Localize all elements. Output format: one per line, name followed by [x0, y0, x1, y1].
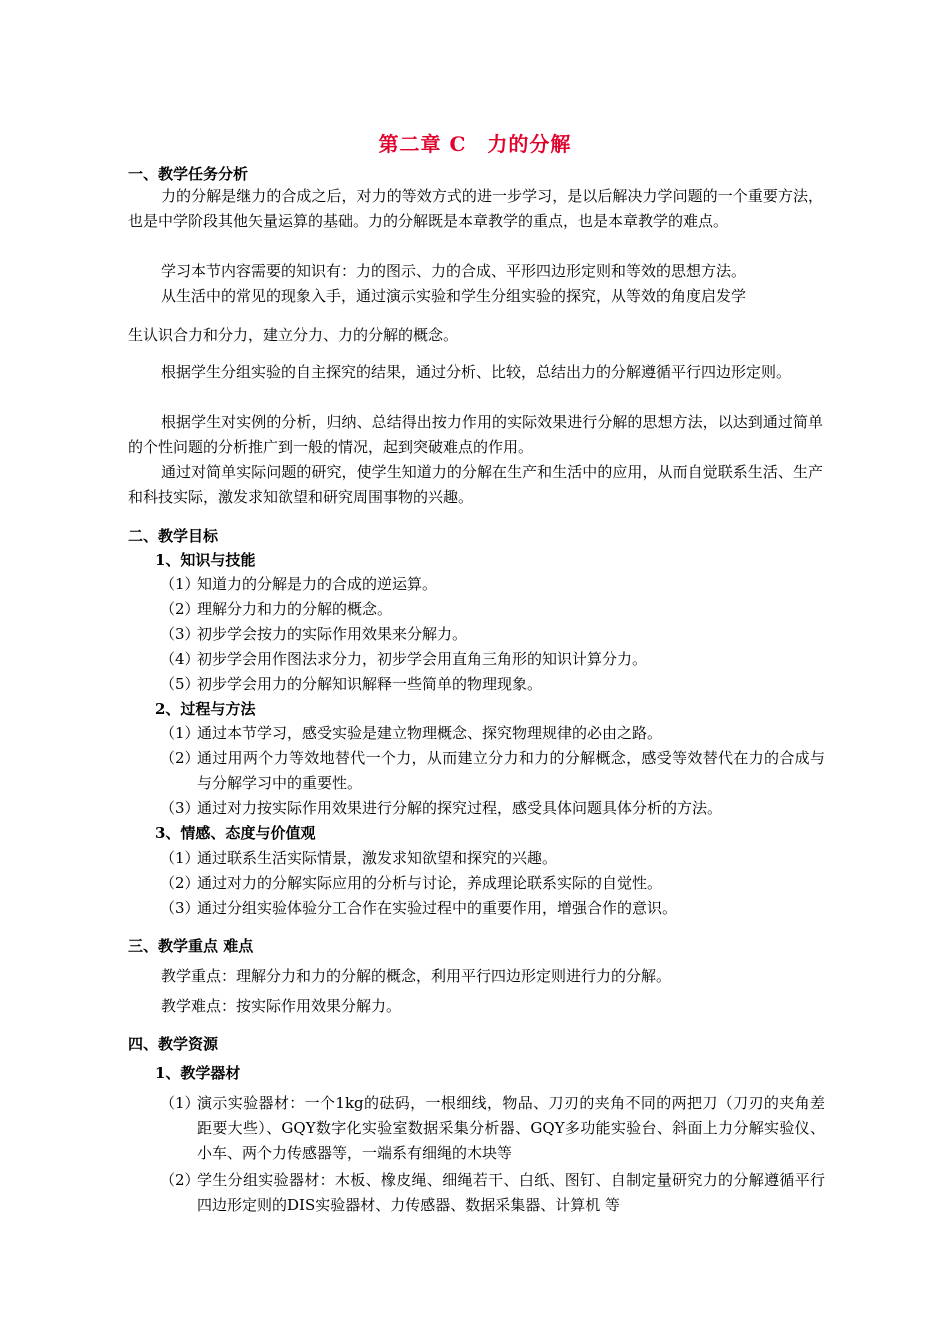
item-text: 演示实验器材：一个1kg的砝码，一根细线，物品、刀刃的夹角不同的两把刀（刀刃的夹角差距要大些）、GQY数字化实验室数据采集分析器、GQY多功能实验台、斜面上力分解实验仪、小车、两个力传感器等，一端系有细绳的木块等: [197, 1094, 825, 1162]
list-item: [160, 572, 825, 597]
subsection-heading: 1、教学器材: [155, 1064, 241, 1082]
item-number: （2）: [160, 600, 200, 618]
item-number: （3）: [160, 625, 200, 643]
section-3-heading: 三、教学重点 难点: [128, 937, 254, 955]
list-item: [160, 746, 825, 796]
item-text: 初步学会用力的分解知识解释一些简单的物理现象。: [197, 675, 543, 693]
item-text: 初步学会按力的实际作用效果来分解力。: [197, 625, 468, 643]
item-text: 通过本节学习，感受实验是建立物理概念、探究物理规律的必由之路。: [197, 724, 663, 742]
item-text: 通过分组实验体验分工合作在实验过程中的重要作用，增强合作的意识。: [197, 899, 678, 917]
list-item: [160, 871, 825, 896]
paragraph-continuation: 生认识合力和分力，建立分力、力的分解的概念。: [128, 326, 459, 344]
item-number: （2）: [160, 1171, 200, 1189]
item-number: （2）: [160, 874, 200, 892]
list-item: [160, 1091, 825, 1166]
list-item: [160, 1168, 825, 1218]
paragraph: 从生活中的常见的现象入手，通过演示实验和学生分组实验的探究，从等效的角度启发学: [161, 287, 747, 305]
key-point-text: 教学重点：理解分力和力的分解的概念，利用平行四边形定则进行力的分解。: [161, 967, 672, 985]
paragraph: 力的分解是继力的合成之后，对力的等效方式的进一步学习，是以后解决力学问题的一个重要方法，也是中学阶段其他矢量运算的基础。力的分解既是本章教学的重点，也是本章教学的难点。: [128, 187, 823, 230]
paragraph: 根据学生分组实验的自主探究的结果，通过分析、比较，总结出力的分解遵循平行四边形定则。: [161, 363, 792, 381]
item-number: （1）: [160, 575, 200, 593]
item-number: （1）: [160, 724, 200, 742]
list-item: [160, 796, 825, 821]
list-item: [160, 846, 825, 871]
section-4-heading: 四、教学资源: [128, 1035, 219, 1053]
list-item: [160, 597, 825, 622]
difficulty-text: 教学难点：按实际作用效果分解力。: [161, 997, 402, 1015]
item-text: 通过用两个力等效地替代一个力，从而建立分力和力的分解概念，感受等效替代在力的合成与与分解学习中的重要性。: [197, 749, 825, 792]
list-item: [160, 721, 825, 746]
section-2-heading: 二、教学目标: [128, 527, 219, 545]
subsection-heading: 3、情感、态度与价值观: [155, 824, 316, 842]
paragraph: 学习本节内容需要的知识有：力的图示、力的合成、平形四边形定则和等效的思想方法。: [161, 262, 747, 280]
item-number: （3）: [160, 799, 200, 817]
list-item: [160, 672, 825, 697]
item-text: 通过联系生活实际情景，激发求知欲望和探究的兴趣。: [197, 849, 558, 867]
item-text: 知道力的分解是力的合成的逆运算。: [197, 575, 438, 593]
list-item: [160, 647, 825, 672]
item-number: （3）: [160, 899, 200, 917]
paragraph: 根据学生对实例的分析，归纳、总结得出按力作用的实际效果进行分解的思想方法，以达到通过简单的个性问题的分析推广到一般的情况，起到突破难点的作用。: [128, 413, 823, 456]
item-number: （5）: [160, 675, 200, 693]
item-number: （1）: [160, 1094, 200, 1112]
document-title: 第二章 C 力的分解: [378, 132, 572, 156]
item-number: （1）: [160, 849, 200, 867]
item-text: 通过对力的分解实际应用的分析与讨论，养成理论联系实际的自觉性。: [197, 874, 663, 892]
list-item: [160, 896, 825, 921]
item-text: 学生分组实验器材：木板、橡皮绳、细绳若干、白纸、图钉、自制定量研究力的分解遵循平行四边形定则的DIS实验器材、力传感器、数据采集器、计算机 等: [197, 1171, 825, 1214]
item-number: （4）: [160, 650, 200, 668]
paragraph: 通过对简单实际问题的研究，使学生知道力的分解在生产和生活中的应用，从而自觉联系生活、生产和科技实际，激发求知欲望和研究周围事物的兴趣。: [128, 463, 823, 506]
section-1-heading: 一、教学任务分析: [128, 165, 249, 183]
item-text: 初步学会用作图法求分力，初步学会用直角三角形的知识计算分力。: [197, 650, 648, 668]
item-text: 理解分力和力的分解的概念。: [197, 600, 393, 618]
subsection-heading: 2、过程与方法: [155, 700, 256, 718]
list-item: [160, 622, 825, 647]
item-number: （2）: [160, 749, 200, 767]
item-text: 通过对力按实际作用效果进行分解的探究过程，感受具体问题具体分析的方法。: [197, 799, 723, 817]
subsection-heading: 1、知识与技能: [155, 551, 256, 569]
